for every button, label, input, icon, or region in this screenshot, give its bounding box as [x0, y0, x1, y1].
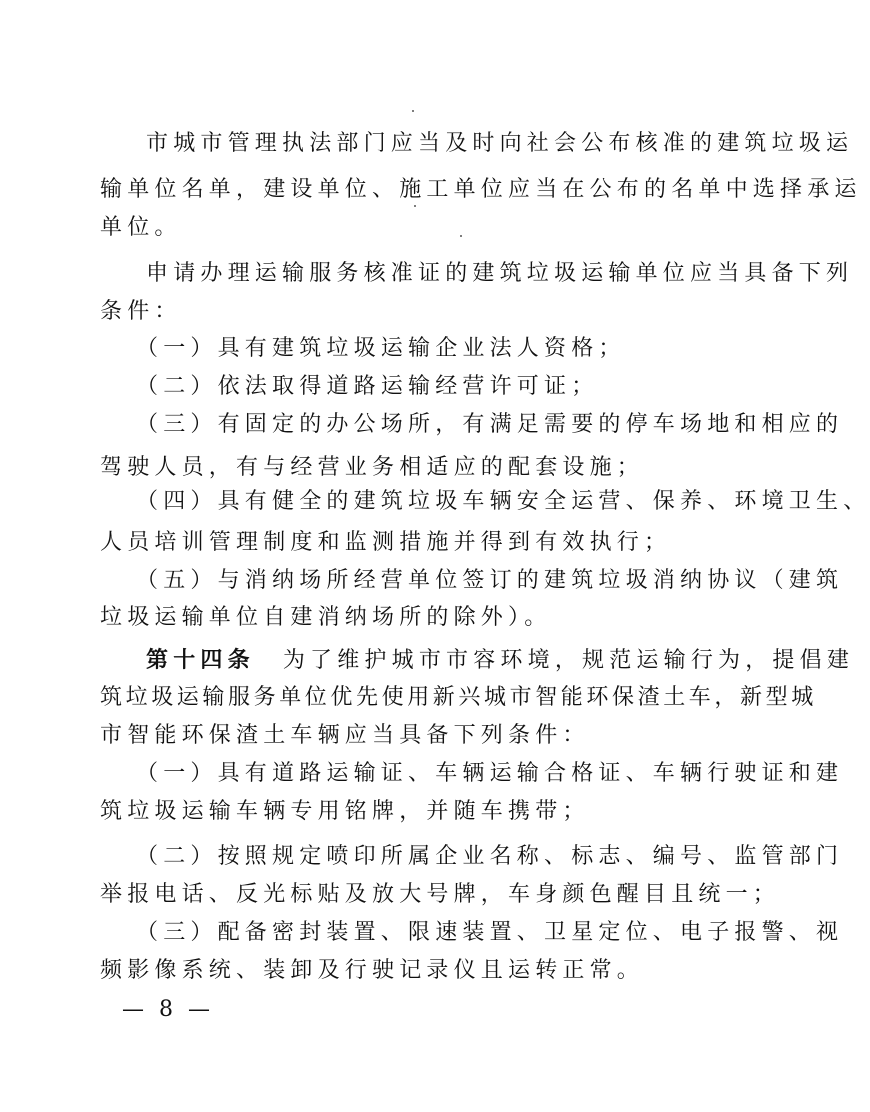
vehicle-item-3-line-1: （三）配备密封装置、限速装置、卫星定位、电子报警、视 — [136, 920, 844, 945]
condition-item-5-line-1: （五）与消纳场所经营单位签订的建筑垃圾消纳协议（建筑 — [136, 568, 844, 593]
vehicle-item-1-line-1: （一）具有道路运输证、车辆运输合格证、车辆行驶证和建 — [136, 761, 844, 786]
condition-item-4-line-2: 人员培训管理制度和监测措施并得到有效执行； — [100, 530, 672, 555]
paragraph-1-line-3: 单位。 — [100, 215, 182, 240]
scan-speck — [412, 110, 414, 112]
condition-item-2: （二）依法取得道路运输经营许可证； — [136, 374, 599, 399]
condition-item-3-line-2: 驾驶人员，有与经营业务相适应的配套设施； — [100, 455, 645, 480]
condition-item-4-line-1: （四）具有健全的建筑垃圾车辆安全运营、保养、环境卫生、 — [136, 489, 870, 514]
article-14-text: 为了维护城市市容环境，规范运输行为，提倡建 — [282, 648, 855, 673]
condition-item-3-line-1: （三）有固定的办公场所，有满足需要的停车场地和相应的 — [136, 412, 844, 437]
paragraph-1-line-2: 输单位名单，建设单位、施工单位应当在公布的名单中选择承运 — [100, 177, 862, 202]
scan-speck — [414, 205, 416, 207]
paragraph-2-line-2: 条件： — [100, 299, 182, 324]
paragraph-2-line-1: 申请办理运输服务核准证的建筑垃圾运输单位应当具备下列 — [146, 261, 854, 286]
article-14-line-1 — [146, 646, 854, 675]
page-number: — 8 — — [122, 997, 214, 1022]
condition-item-1: （一）具有建筑垃圾运输企业法人资格； — [136, 336, 626, 361]
article-14-label: 第十四条 — [146, 647, 255, 673]
paragraph-1-line-1: 市城市管理执法部门应当及时向社会公布核准的建筑垃圾运 — [146, 131, 854, 156]
condition-item-5-line-2: 垃圾运输单位自建消纳场所的除外）。 — [100, 605, 552, 630]
vehicle-item-2-line-1: （二）按照规定喷印所属企业名称、标志、编号、监管部门 — [136, 844, 844, 869]
vehicle-item-3-line-2: 频影像系统、装卸及行驶记录仪且运转正常。 — [100, 958, 645, 983]
vehicle-item-1-line-2: 筑垃圾运输车辆专用铭牌，并随车携带； — [100, 799, 590, 824]
article-14-line-3: 市智能环保渣土车辆应当具备下列条件： — [100, 723, 590, 748]
article-14-line-2: 筑垃圾运输服务单位优先使用新兴城市智能环保渣土车，新型城 — [100, 685, 817, 710]
scan-speck — [460, 235, 462, 237]
vehicle-item-2-line-2: 举报电话、反光标贴及放大号牌，车身颜色醒目且统一； — [100, 882, 781, 907]
